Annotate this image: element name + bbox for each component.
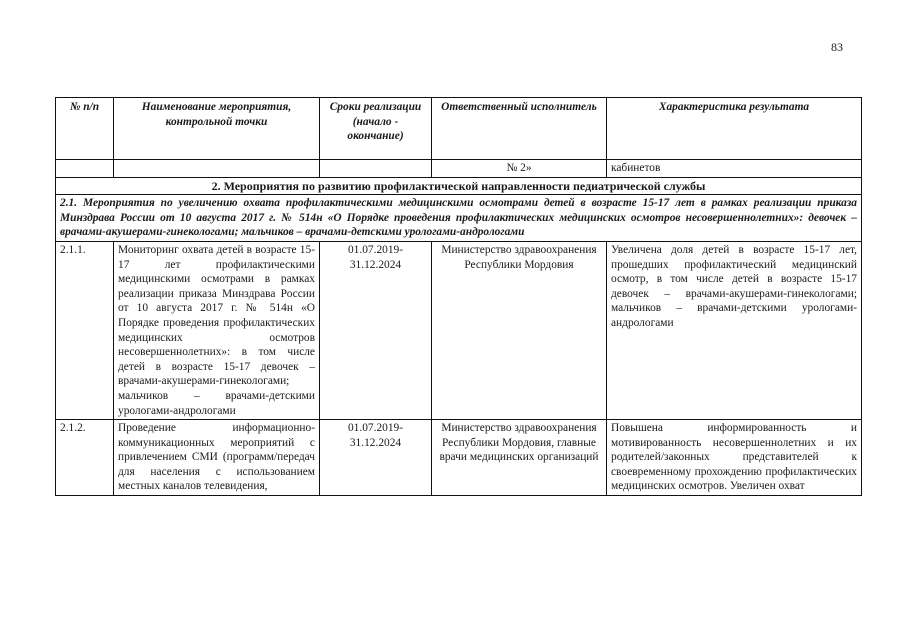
row-responsible: Министерство здравоохранения Республики Мордовия	[432, 241, 607, 419]
section-title: 2. Мероприятия по развитию профилактической направленности педиатрической службы	[56, 177, 862, 195]
cont-terms	[320, 160, 432, 178]
page-number: 83	[831, 40, 843, 54]
header-name: Наименование мероприятия, контрольной точки	[114, 98, 320, 160]
header-num: № п/п	[56, 98, 114, 160]
subsection-row	[56, 195, 862, 242]
table-header-row	[56, 98, 862, 160]
cont-name	[114, 160, 320, 178]
header-result: Характеристика результата	[607, 98, 862, 160]
subsection-title: 2.1. Мероприятия по увеличению охвата профилактическими медицинскими осмотрами детей в возрасте 15-17 лет в рамках реализации приказа Минздрава России от 10 августа 2017 г. № 514н «О Порядке проведения профилактических медицинских осмотров несовершеннолетних»: девочек – врачами-акушерами-гинекологами; мальчиков – врачами-детскими урологами-андрологами	[56, 195, 862, 242]
row-num: 2.1.1.	[56, 241, 114, 419]
header-responsible: Ответственный исполнитель	[432, 98, 607, 160]
row-name: Проведение информационно-коммуникационных мероприятий с привлечением СМИ (программ/передач для населения с использованием местных каналов телевидения,	[114, 420, 320, 496]
section-title-row	[56, 177, 862, 195]
cont-result: кабинетов	[607, 160, 862, 178]
cont-num	[56, 160, 114, 178]
row-responsible: Министерство здравоохранения Республики Мордовия, главные врачи медицинских организаций	[432, 420, 607, 496]
measures-table	[55, 97, 862, 496]
continuation-row	[56, 160, 862, 178]
row-result: Повышена информированность и мотивированность несовершеннолетних и их родителей/законных представителей к своевременному прохождению профилактических медицинских осмотров. Увеличен охват	[607, 420, 862, 496]
header-terms: Сроки реализации (начало - окончание)	[320, 98, 432, 160]
table-row	[56, 420, 862, 496]
row-terms: 01.07.2019-31.12.2024	[320, 420, 432, 496]
cont-responsible: № 2»	[432, 160, 607, 178]
table-row	[56, 241, 862, 419]
row-num: 2.1.2.	[56, 420, 114, 496]
row-terms: 01.07.2019-31.12.2024	[320, 241, 432, 419]
row-result: Увеличена доля детей в возрасте 15-17 лет, прошедших профилактический медицинский осмотр, в том числе детей в возрасте 15-17 девочек – врачами-акушерами-гинекологами; мальчиков – врачами-детскими урологами-андрологами	[607, 241, 862, 419]
row-name: Мониторинг охвата детей в возрасте 15-17 лет профилактическими медицинскими осмотрами в рамках реализации приказа Минздрава России от 10 августа 2017 г. № 514н «О Порядке проведения профилактических медицинских осмотров несовершеннолетних»: в том числе детей в возрасте 15-17 девочек – врачами-акушерами-гинекологами; мальчиков – врачами-детскими урологами-андрологами	[114, 241, 320, 419]
